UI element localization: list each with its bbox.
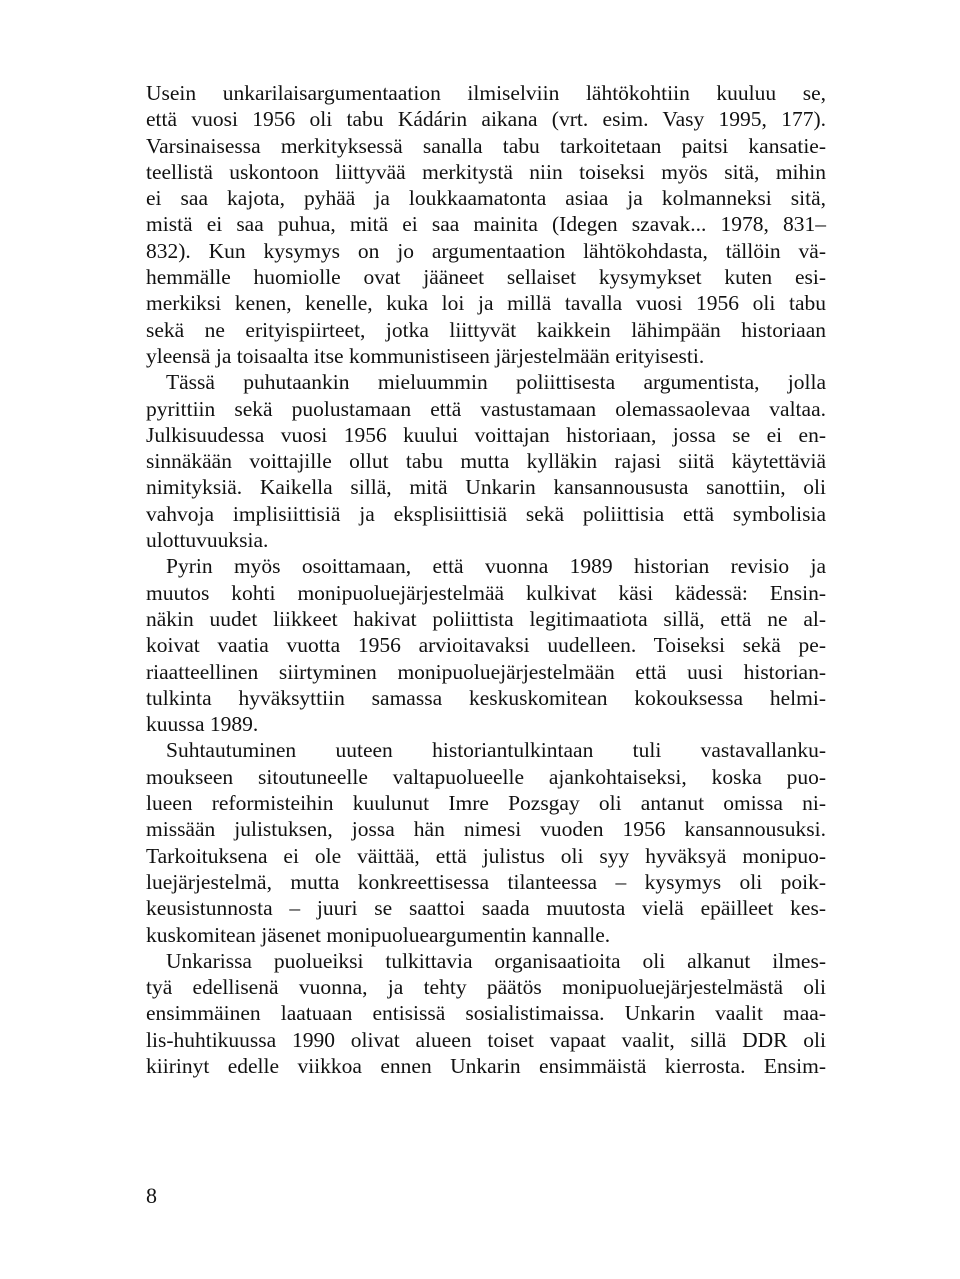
- text-line: ulottuvuuksia.: [146, 528, 269, 553]
- text-line: Tarkoituksena ei ole väittää, että julistus oli syy hyväksyä monipuo-: [146, 843, 826, 868]
- text-line: vahvoja implisiittisiä ja eksplisiittisiä sekä poliittisia että symbolisia: [146, 501, 826, 526]
- text-line: hemmälle huomiolle ovat jääneet sellaiset kysymykset kuten esi-: [146, 265, 826, 290]
- text-line: Varsinaisessa merkityksessä sanalla tabu tarkoitetaan paitsi kansatie-: [146, 133, 826, 158]
- paragraph: [146, 948, 826, 1079]
- text-line: mistä ei saa puhua, mitä ei saa mainita (Idegen szavak... 1978, 831–: [146, 212, 826, 237]
- text-line: Pyrin myös osoittamaan, että vuonna 1989 historian revisio ja: [166, 554, 826, 579]
- text-line: yleensä ja toisaalta itse kommunistiseen järjestelmään erityisesti.: [146, 343, 705, 368]
- text-line: 832). Kun kysymys on jo argumentaation lähtökohdasta, tällöin vä-: [146, 238, 826, 263]
- text-line: kuskomitean jäsenet monipuolueargumentin kannalle.: [146, 922, 611, 947]
- text-line: keusistunnosta – juuri se saattoi saada muutosta vielä epäilleet kes-: [146, 896, 826, 921]
- text-line: muutos kohti monipuoluejärjestelmää kulkivat käsi kädessä: Ensin-: [146, 580, 826, 605]
- text-line: merkiksi kenen, kenelle, kuka loi ja millä tavalla vuosi 1956 oli tabu: [146, 291, 826, 316]
- text-line: Julkisuudessa vuosi 1956 kuului voittajan historiaan, jossa se ei en-: [146, 422, 826, 447]
- text-line: kiirinyt edelle viikkoa ennen Unkarin ensimmäistä kierrosta. Ensim-: [146, 1053, 826, 1078]
- text-line: ensimmäinen laatuaan entisissä sosialistimaissa. Unkarin vaalit maa-: [146, 1001, 826, 1026]
- text-line: Suhtautuminen uuteen historiantulkintaan tuli vastavallanku-: [166, 738, 826, 763]
- text-line: että vuosi 1956 oli tabu Kádárin aikana (vrt. esim. Vasy 1995, 177).: [146, 107, 826, 132]
- text-line: nimityksiä. Kaikella sillä, mitä Unkarin kansannoususta sanottiin, oli: [146, 475, 826, 500]
- text-line: tulkinta hyväksyttiin samassa keskuskomitean kokouksessa helmi-: [146, 685, 826, 710]
- text-line: koivat vaatia vuotta 1956 arvioitavaksi uudelleen. Toiseksi sekä pe-: [146, 633, 826, 658]
- paragraph: [146, 737, 826, 947]
- text-line: Usein unkarilaisargumentaation ilmiselviin lähtökohtiin kuuluu se,: [146, 81, 826, 105]
- text-line: luejärjestelmä, mutta konkreettisessa tilanteessa – kysymys oli poik-: [146, 869, 826, 894]
- page-number: 8: [146, 1183, 157, 1208]
- text-line: missään julistuksen, jossa hän nimesi vuoden 1956 kansannousuksi.: [146, 817, 826, 842]
- text-line: sinnäkään voittajille ollut tabu mutta kylläkin rajasi siitä käytettäviä: [146, 449, 826, 474]
- text-line: kuussa 1989.: [146, 712, 259, 737]
- paragraph: [146, 80, 826, 369]
- text-line: sekä ne erityispiirteet, jotka liittyvät kaikkein lähimpään historiaan: [146, 317, 826, 342]
- text-line: ei saa kajota, pyhää ja loukkaamatonta asiaa ja kolmanneksi sitä,: [146, 186, 826, 211]
- text-line: pyrittiin sekä puolustamaan että vastustamaan olemassaolevaa valtaa.: [146, 396, 826, 421]
- text-line: lis-huhtikuussa 1990 olivat alueen toiset vapaat vaalit, sillä DDR oli: [146, 1027, 826, 1052]
- text-line: teellistä uskontoon liittyvää merkitystä niin toiseksi myös sitä, mihin: [146, 159, 826, 184]
- text-line: riaatteellinen siirtyminen monipuoluejärjestelmään että uusi historian-: [146, 659, 826, 684]
- text-line: Unkarissa puolueiksi tulkittavia organisaatioita oli alkanut ilmes-: [166, 948, 826, 973]
- body-text: [146, 80, 826, 1079]
- text-line: lueen reformisteihin kuulunut Imre Pozsgay oli antanut omissa ni-: [146, 791, 826, 816]
- paragraph: [146, 369, 826, 553]
- text-line: Tässä puhutaankin mieluummin poliittisesta argumentista, jolla: [166, 370, 826, 395]
- text-line: tyä edellisenä vuonna, ja tehty päätös monipuoluejärjestelmästä oli: [146, 975, 826, 1000]
- text-line: moukseen sitoutuneelle valtapuolueelle ajankohtaiseksi, koska puo-: [146, 764, 826, 789]
- paragraph: [146, 553, 826, 737]
- text-line: näkin uudet liikkeet hakivat poliittista legitimaatiota sillä, että ne al-: [146, 606, 826, 631]
